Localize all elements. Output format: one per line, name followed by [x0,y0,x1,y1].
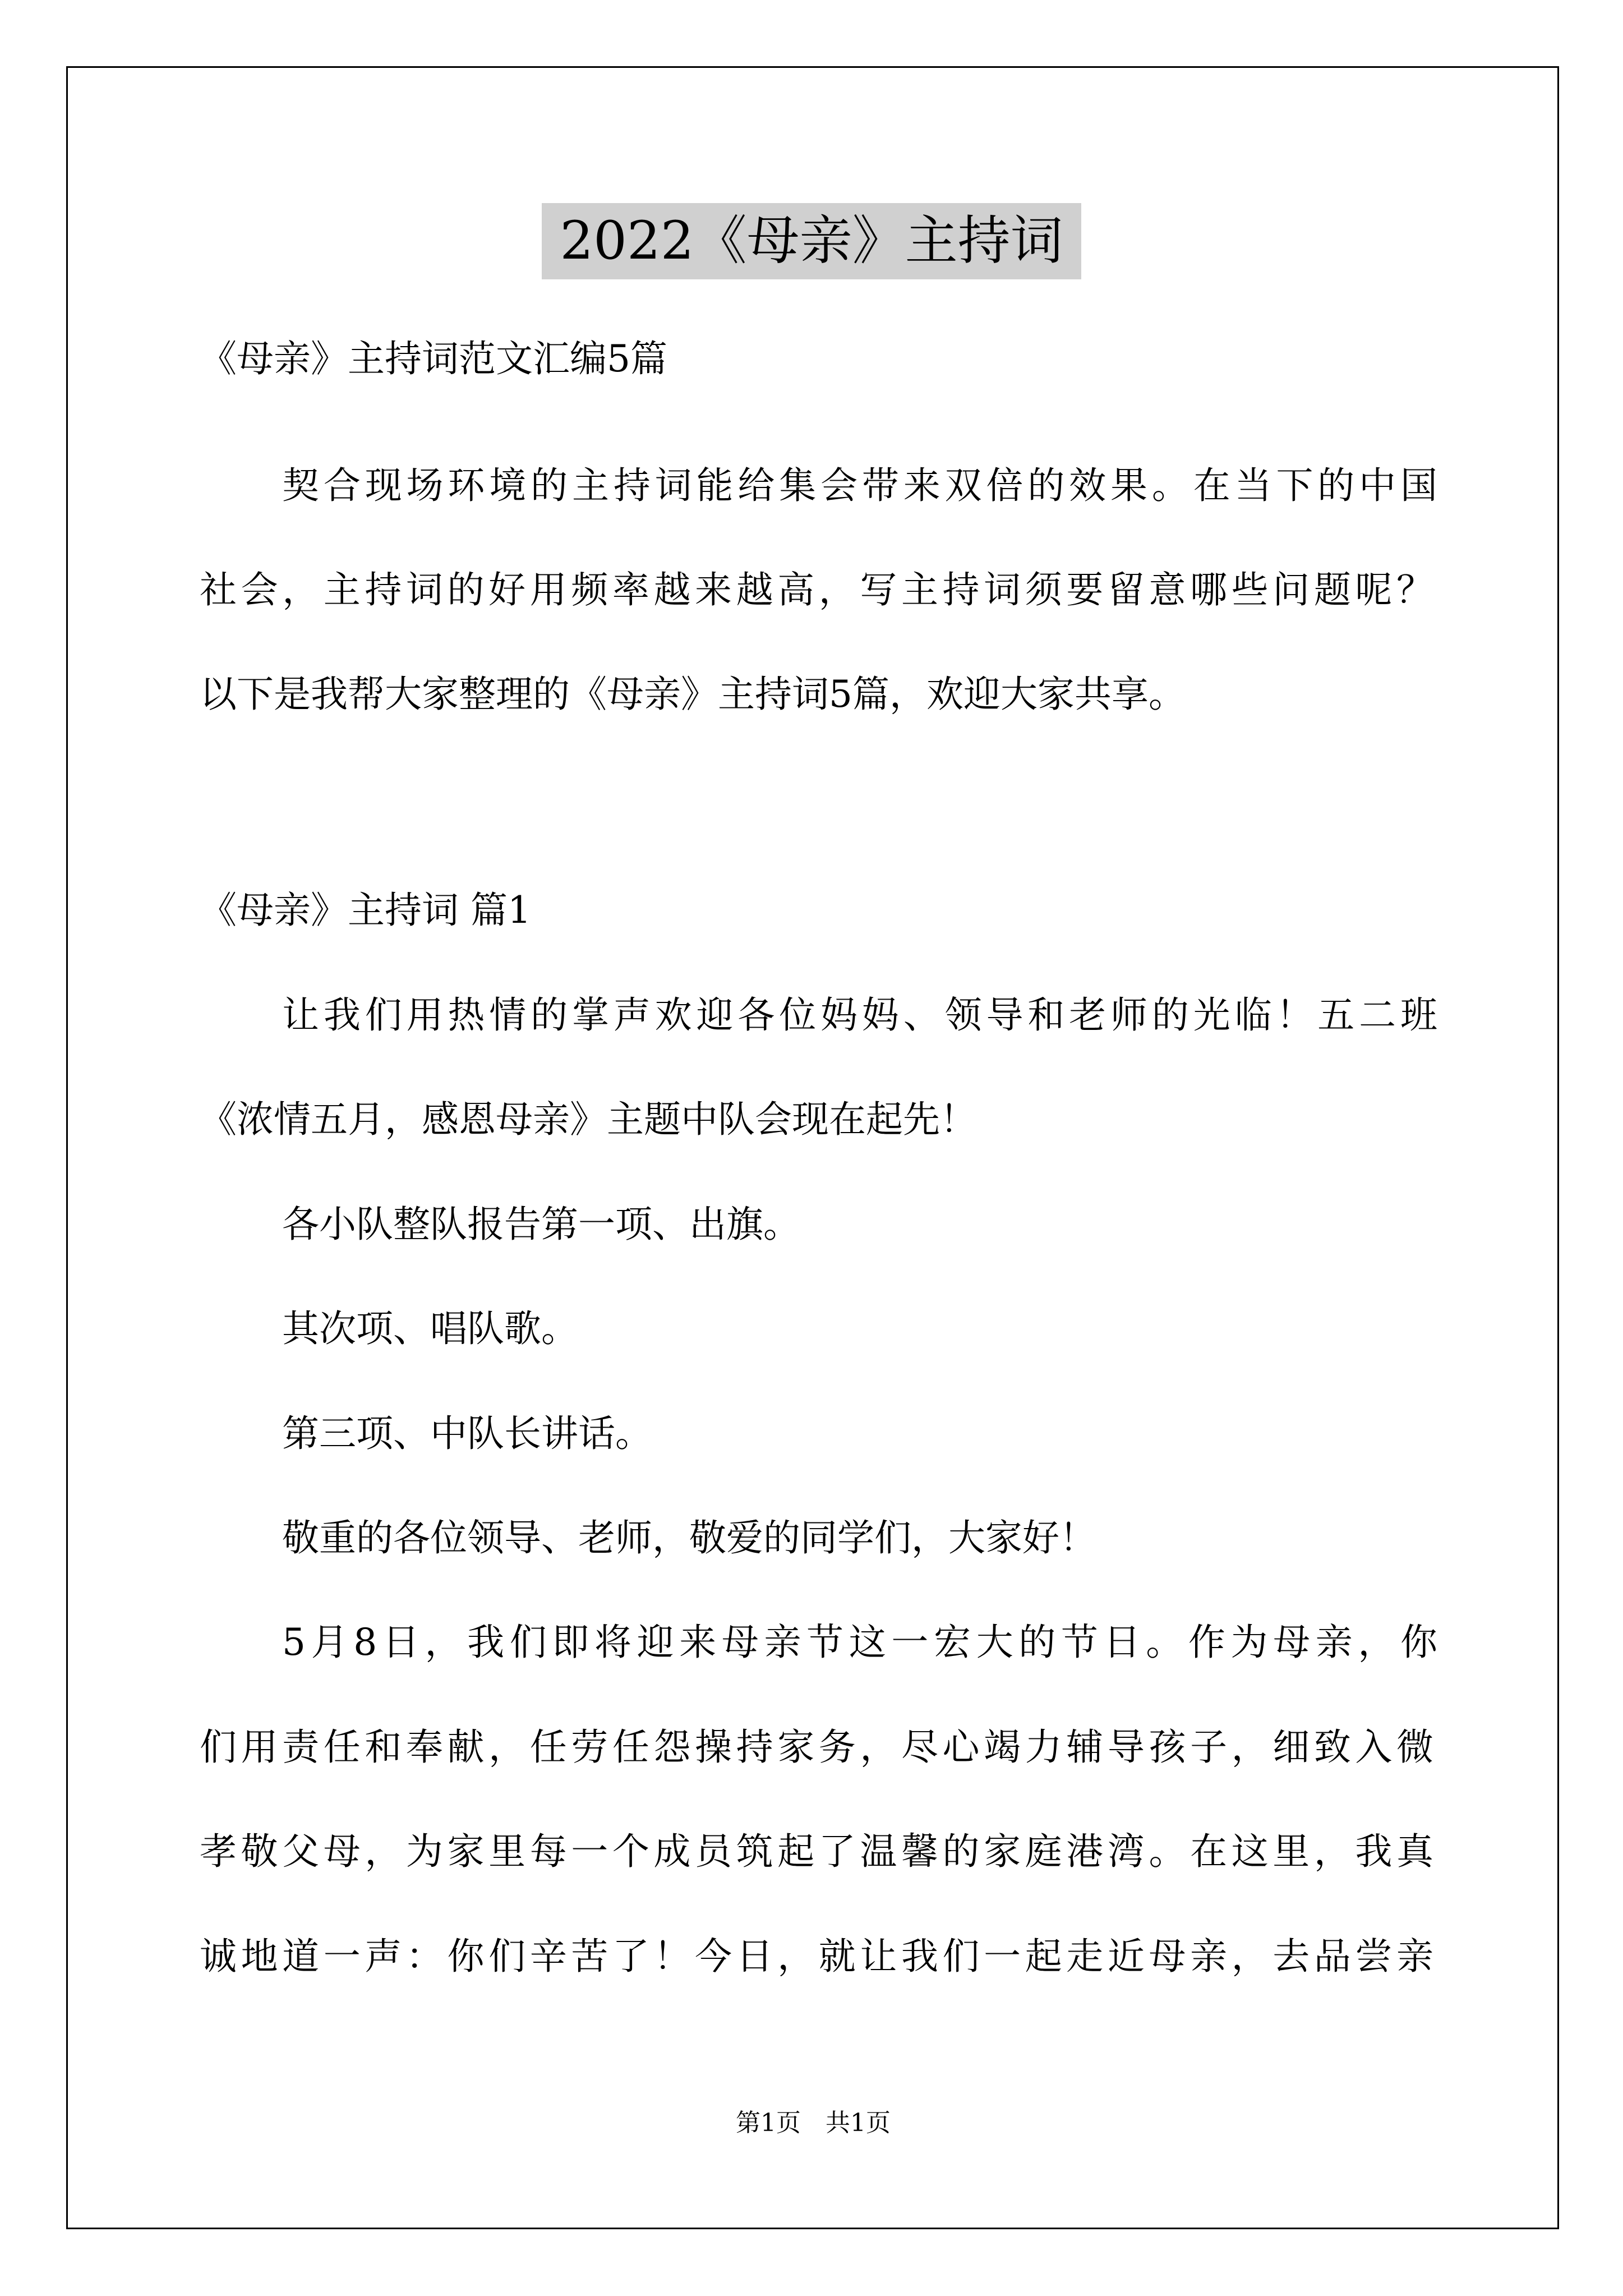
document-title: 2022《母亲》主持词 [542,203,1081,279]
intro-line-2: 社会，主持词的好用频率越来越高，写主持词须要留意哪些问题呢？ [200,568,1433,611]
section-line-6: 敬重的各位领导、老师，敬爱的同学们，大家好！ [282,1516,1096,1559]
section-line-8: 们用责任和奉献，任劳任怨操持家务，尽心竭力辅导孩子，细致入微 [200,1726,1433,1769]
section-line-1: 让我们用热情的掌声欢迎各位妈妈、领导和老师的光临！五二班 [282,993,1437,1037]
intro-line-3: 以下是我帮大家整理的《母亲》主持词5篇，欢迎大家共享。 [200,673,1186,716]
section-line-5: 第三项、中队长讲话。 [282,1412,652,1455]
document-subtitle: 《母亲》主持词范文汇编5篇 [200,337,667,380]
section-line-3: 各小队整队报告第一项、出旗。 [282,1203,800,1246]
section-line-7: 5月8日，我们即将迎来母亲节这一宏大的节日。作为母亲，你 [282,1621,1437,1664]
page-footer: 第1页 共1页 [736,2109,891,2137]
section-line-9: 孝敬父母，为家里每一个成员筑起了温馨的家庭港湾。在这里，我真 [200,1830,1433,1873]
intro-line-1: 契合现场环境的主持词能给集会带来双倍的效果。在当下的中国 [282,464,1437,507]
section-heading: 《母亲》主持词 篇1 [200,889,531,932]
section-line-10: 诚地道一声：你们辛苦了！今日，就让我们一起走近母亲，去品尝亲 [200,1935,1433,1978]
section-line-4: 其次项、唱队歌。 [282,1307,578,1350]
section-line-2: 《浓情五月，感恩母亲》主题中队会现在起先！ [200,1098,977,1141]
